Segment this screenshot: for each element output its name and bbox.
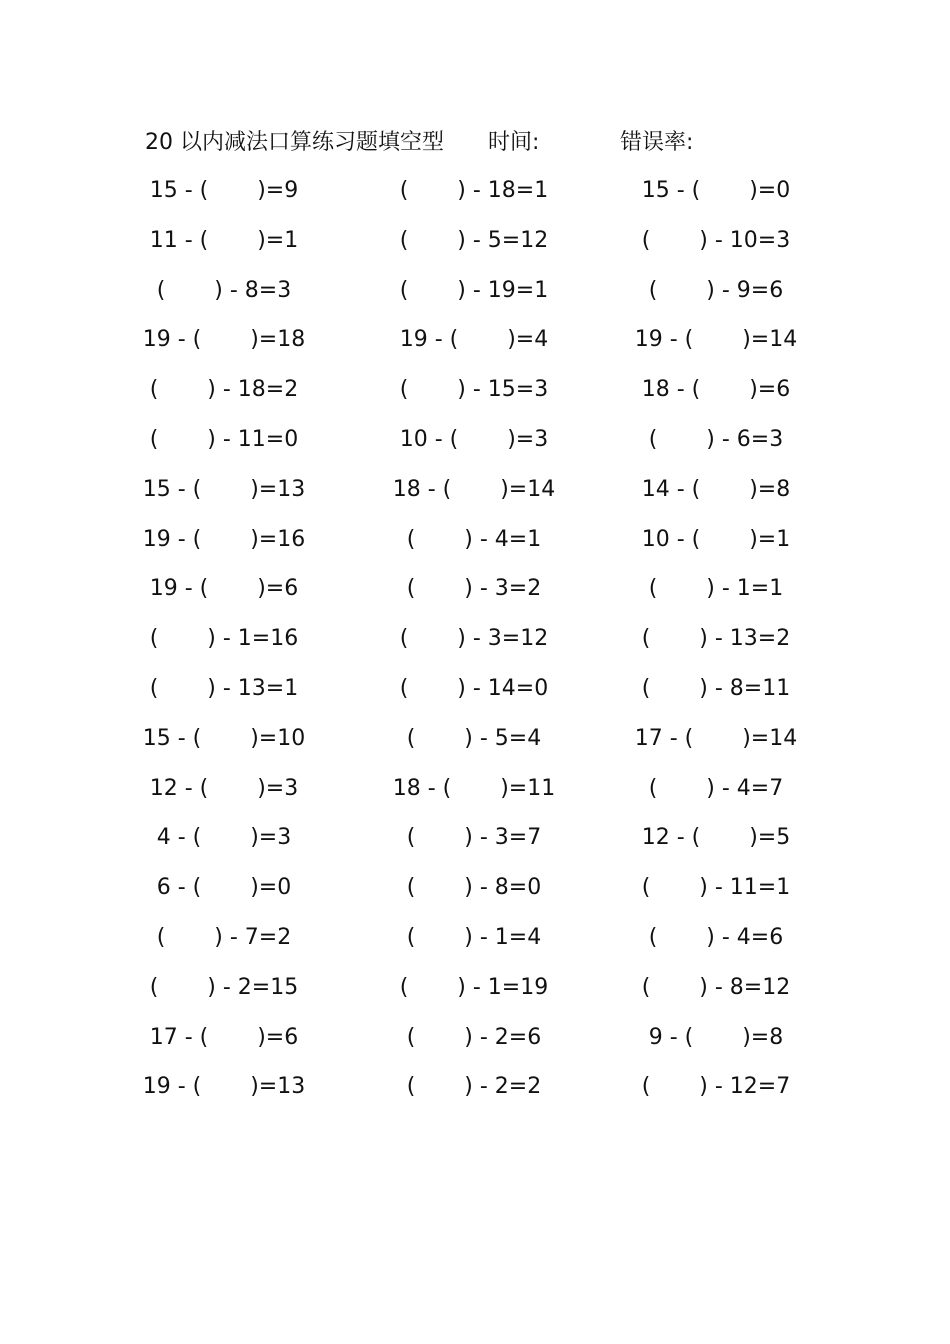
- problem-item: ( ) - 11=0: [149, 427, 299, 452]
- problem-item: ( ) - 13=1: [149, 676, 299, 701]
- problem-item: ( ) - 8=12: [641, 974, 791, 1000]
- problem-item: 19 - ( )=16: [142, 526, 306, 552]
- problem-item: ( ) - 3=2: [406, 576, 542, 602]
- problem-item: 18 - ( )=11: [392, 775, 556, 801]
- problem-item: 11 - ( )=1: [149, 227, 299, 253]
- problem-item: ( ) - 5=4: [406, 725, 542, 751]
- problem-item: ( ) - 2=15: [149, 974, 299, 1000]
- problem-item: ( ) - 5=12: [399, 227, 549, 253]
- problem-item: ( ) - 1=4: [406, 925, 542, 950]
- problem-item: 19 - ( )=4: [399, 327, 549, 353]
- problem-item: ( ) - 8=11: [641, 676, 791, 701]
- problem-item: ( ) - 3=12: [399, 626, 549, 652]
- problem-item: ( ) - 19=1: [399, 277, 549, 303]
- problem-item: ( ) - 7=2: [156, 925, 292, 950]
- problem-item: 4 - ( )=3: [156, 825, 292, 851]
- problem-item: 9 - ( )=8: [648, 1024, 784, 1050]
- problem-item: ( ) - 2=6: [406, 1024, 542, 1050]
- problem-item: ( ) - 1=16: [149, 626, 299, 652]
- problem-item: ( ) - 8=3: [156, 277, 292, 303]
- worksheet-title: 20 以内减法口算练习题填空型: [145, 130, 444, 155]
- problem-item: ( ) - 4=7: [648, 775, 784, 801]
- problem-item: 15 - ( )=10: [142, 725, 306, 751]
- problem-item: ( ) - 6=3: [648, 427, 784, 452]
- problem-item: 19 - ( )=18: [142, 327, 306, 353]
- problem-item: ( ) - 18=1: [399, 178, 549, 203]
- problem-item: 14 - ( )=8: [641, 476, 791, 502]
- problem-item: 10 - ( )=3: [399, 427, 549, 452]
- error-rate-label: 错误率:: [620, 130, 694, 155]
- problem-item: ( ) - 12=7: [641, 1074, 791, 1100]
- problem-item: ( ) - 10=3: [641, 227, 791, 253]
- problem-item: 19 - ( )=13: [142, 1074, 306, 1100]
- problem-item: 12 - ( )=5: [641, 825, 791, 851]
- problem-item: 12 - ( )=3: [149, 775, 299, 801]
- problem-item: ( ) - 1=19: [399, 974, 549, 1000]
- problem-item: ( ) - 1=1: [648, 576, 784, 602]
- problem-item: 6 - ( )=0: [156, 875, 292, 901]
- problem-item: ( ) - 13=2: [641, 626, 791, 652]
- problem-item: ( ) - 18=2: [149, 377, 299, 403]
- problem-item: ( ) - 9=6: [648, 277, 784, 303]
- problem-item: 19 - ( )=6: [149, 576, 299, 602]
- problem-item: ( ) - 11=1: [641, 875, 791, 901]
- problem-item: ( ) - 8=0: [406, 875, 542, 901]
- problem-item: 18 - ( )=14: [392, 476, 556, 502]
- problem-item: 10 - ( )=1: [641, 526, 791, 552]
- problem-item: 15 - ( )=0: [641, 178, 791, 203]
- time-label: 时间:: [488, 130, 540, 155]
- problem-item: ( ) - 15=3: [399, 377, 549, 403]
- problem-item: ( ) - 4=1: [406, 526, 542, 552]
- problem-item: ( ) - 2=2: [406, 1074, 542, 1100]
- problem-item: 18 - ( )=6: [641, 377, 791, 403]
- problem-item: ( ) - 14=0: [399, 676, 549, 701]
- problem-item: ( ) - 3=7: [406, 825, 542, 851]
- problem-item: 15 - ( )=13: [142, 476, 306, 502]
- problem-item: ( ) - 4=6: [648, 925, 784, 950]
- problem-item: 17 - ( )=6: [149, 1024, 299, 1050]
- problem-item: 17 - ( )=14: [634, 725, 798, 751]
- problem-item: 19 - ( )=14: [634, 327, 798, 353]
- problem-item: 15 - ( )=9: [149, 178, 299, 203]
